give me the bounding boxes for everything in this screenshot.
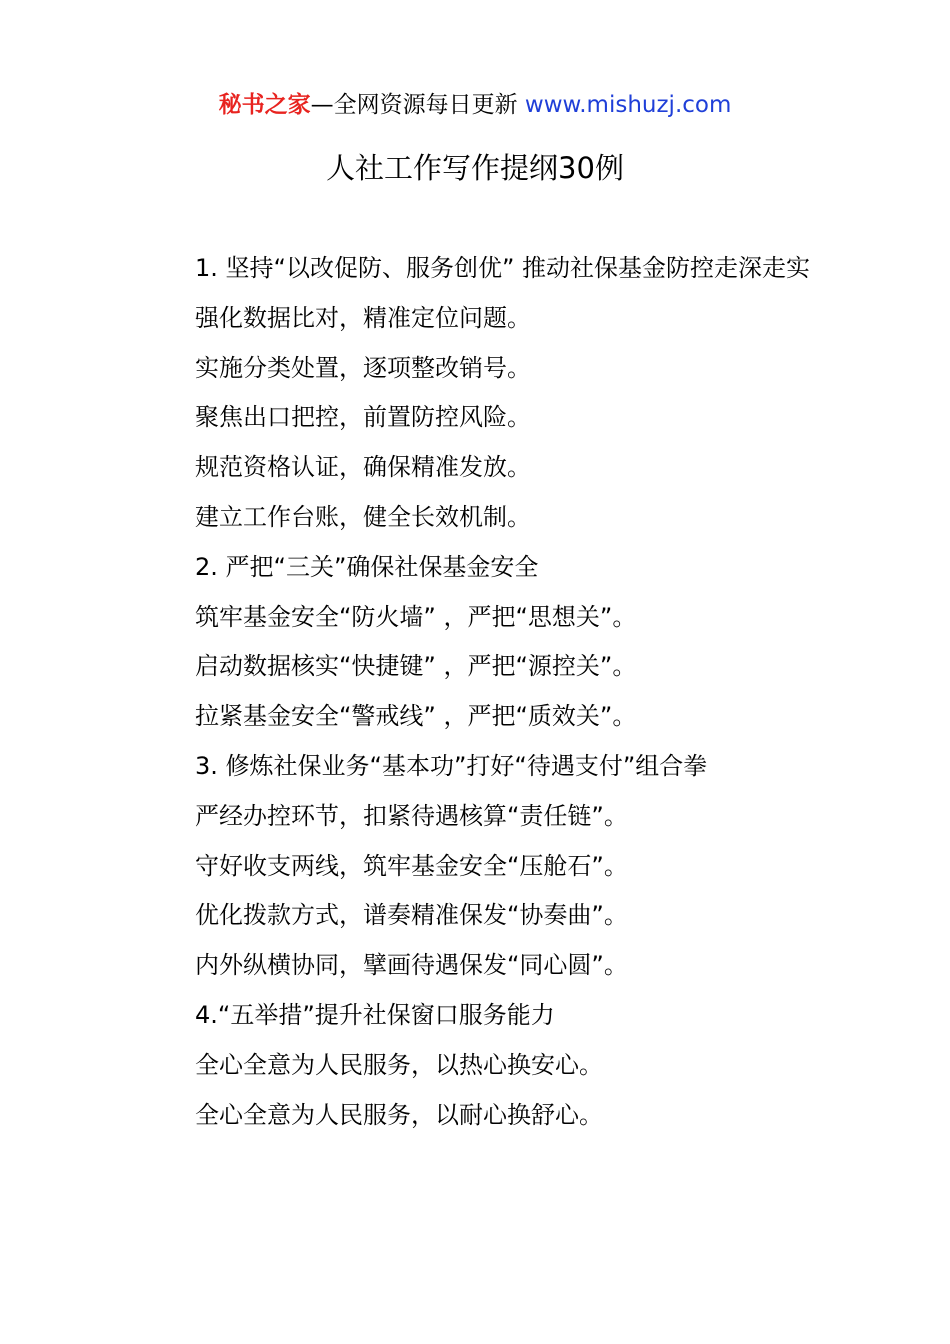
paragraph: 拉紧基金安全“警戒线” ，严把“质效关”。: [195, 702, 637, 731]
paragraph: 筑牢基金安全“防火墙” ，严把“思想关”。: [195, 602, 637, 631]
site-url-link[interactable]: www.mishuzj.com: [524, 92, 732, 118]
section-heading-3: 3. 修炼社保业务“基本功”打好“待遇支付”组合拳: [195, 751, 708, 780]
document-title: 人社工作写作提纲30例: [326, 151, 624, 185]
document-body: [145, 244, 825, 1140]
paragraph: 优化拨款方式，谱奏精准保发“协奏曲”。: [195, 901, 628, 930]
paragraph: 建立工作台账，健全长效机制。: [195, 502, 531, 531]
section-heading-2: 2. 严把“三关”确保社保基金安全: [195, 552, 539, 581]
section-heading-4: 4.“五举措”提升社保窗口服务能力: [195, 1000, 555, 1029]
section-heading-1: 1. 坚持“以改促防、服务创优” 推动社保基金防控走深走实: [195, 254, 811, 282]
header-tagline: —全网资源每日更新: [310, 92, 525, 118]
paragraph: 严经办控环节，扣紧待遇核算“责任链”。: [195, 801, 628, 830]
brand-name: 秘书之家: [218, 92, 311, 118]
paragraph: 守好收支两线，筑牢基金安全“压舱石”。: [195, 851, 628, 880]
paragraph: 启动数据核实“快捷键” ，严把“源控关”。: [195, 652, 637, 681]
paragraph: 聚焦出口把控，前置防控风险。: [195, 403, 531, 432]
paragraph: 规范资格认证，确保精准发放。: [195, 453, 531, 482]
paragraph: 全心全意为人民服务，以热心换安心。: [195, 1050, 603, 1079]
paragraph: 内外纵横协同，擘画待遇保发“同心圆”。: [195, 951, 628, 980]
paragraph: 强化数据比对，精准定位问题。: [195, 303, 531, 332]
site-header: [0, 88, 950, 122]
paragraph: 全心全意为人民服务，以耐心换舒心。: [195, 1100, 603, 1129]
paragraph: 实施分类处置，逐项整改销号。: [195, 353, 531, 382]
